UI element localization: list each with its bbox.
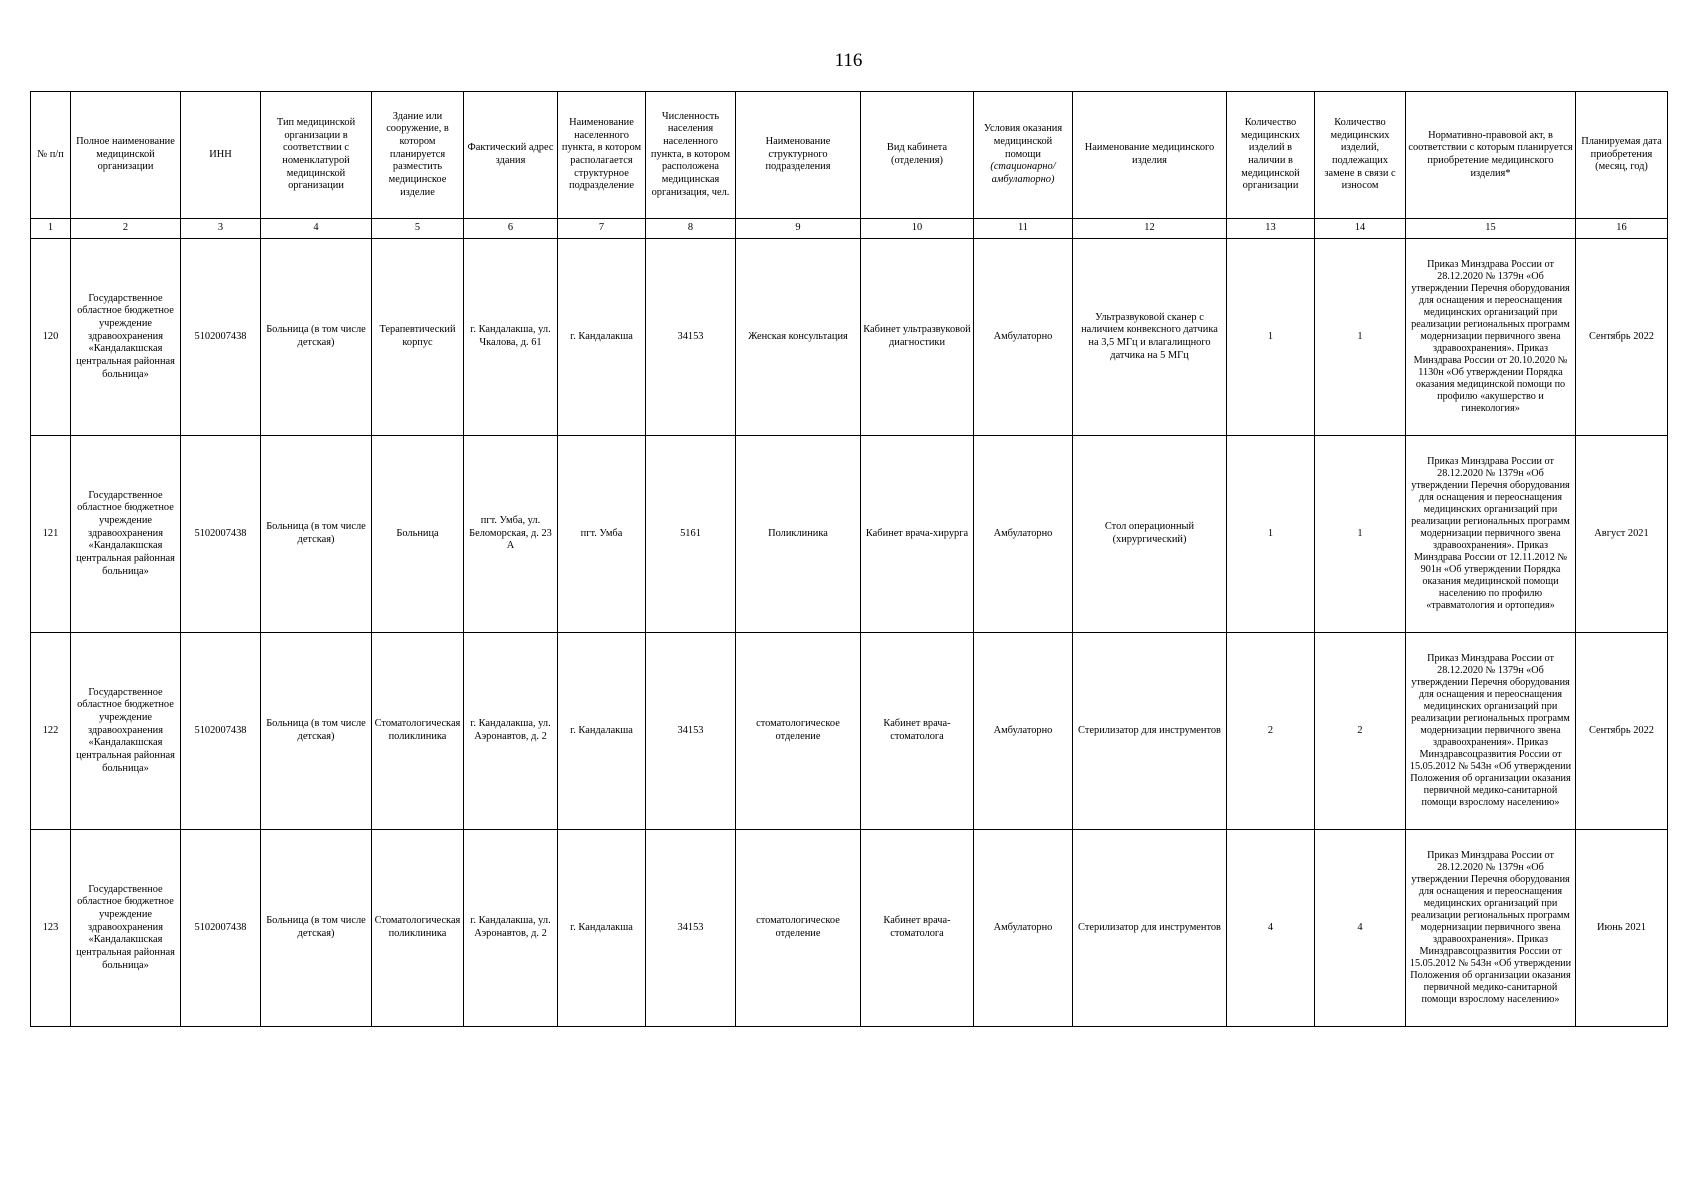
- cabinet: Кабинет ультразвуковой диагностики: [861, 239, 974, 436]
- device-name: Ультразвуковой сканер с наличием конвексного датчика на 3,5 МГц и влагалищного датчика на 5 МГц: [1073, 239, 1227, 436]
- column-number: 7: [558, 219, 646, 239]
- organization-type: Больница (в том числе детская): [261, 633, 372, 830]
- organization-name: Государственное областное бюджетное учреждение здравоохранения «Кандалакшская центральная районная больница»: [71, 239, 181, 436]
- column-number: 8: [646, 219, 736, 239]
- page-number: 116: [834, 50, 863, 71]
- header-cell: Наименование населенного пункта, в котором располагается структурное подразделение: [558, 92, 646, 219]
- header-cell: Полное наименование медицинской организации: [71, 92, 181, 219]
- quantity-to-replace: 1: [1315, 239, 1406, 436]
- column-number: 10: [861, 219, 974, 239]
- header-cell: Здание или сооружение, в котором планируется разместить медицинское изделие: [372, 92, 464, 219]
- column-number-row: [31, 219, 1668, 239]
- table-row: [31, 830, 1668, 1027]
- table-header-row: [31, 92, 1668, 219]
- inn: 5102007438: [181, 633, 261, 830]
- header-cell: ИНН: [181, 92, 261, 219]
- inn: 5102007438: [181, 436, 261, 633]
- column-number: 9: [736, 219, 861, 239]
- row-number: 120: [31, 239, 71, 436]
- subdivision: стоматологическое отделение: [736, 830, 861, 1027]
- header-cell: Количество медицинских изделий в наличии в медицинской организации: [1227, 92, 1315, 219]
- population: 34153: [646, 633, 736, 830]
- quantity-to-replace: 1: [1315, 436, 1406, 633]
- device-name: Стерилизатор для инструментов: [1073, 633, 1227, 830]
- organization-name: Государственное областное бюджетное учреждение здравоохранения «Кандалакшская центральная районная больница»: [71, 633, 181, 830]
- column-number: 5: [372, 219, 464, 239]
- planned-date: Сентябрь 2022: [1576, 633, 1668, 830]
- organization-name: Государственное областное бюджетное учреждение здравоохранения «Кандалакшская центральная районная больница»: [71, 436, 181, 633]
- population: 34153: [646, 830, 736, 1027]
- subdivision: Женская консультация: [736, 239, 861, 436]
- header-cell: Численность населения населенного пункта, в котором расположена медицинская организация, чел.: [646, 92, 736, 219]
- equipment-table: [30, 91, 1668, 1027]
- quantity-to-replace: 2: [1315, 633, 1406, 830]
- header-conditions-main: Условия оказания медицинской помощи: [983, 123, 1063, 160]
- building: Терапевтический корпус: [372, 239, 464, 436]
- legal-act: Приказ Минздрава России от 28.12.2020 № 1379н «Об утверждении Перечня оборудования для оснащения и переоснащения медицинских организаций при реализации региональных программ модернизации первичного звена здравоохранения». Приказ Минздравсоцразвития России от 15.05.2012 № 543н «Об утверждении Положения об организации оказания первичной медико-санитарной помощи взрослому населению»: [1406, 633, 1576, 830]
- subdivision: Поликлиника: [736, 436, 861, 633]
- planned-date: Сентябрь 2022: [1576, 239, 1668, 436]
- address: г. Кандалакша, ул. Аэронавтов, д. 2: [464, 830, 558, 1027]
- header-cell: Нормативно-правовой акт, в соответствии с которым планируется приобретение медицинского изделия*: [1406, 92, 1576, 219]
- quantity-available: 4: [1227, 830, 1315, 1027]
- inn: 5102007438: [181, 830, 261, 1027]
- column-number: 3: [181, 219, 261, 239]
- row-number: 123: [31, 830, 71, 1027]
- column-number: 4: [261, 219, 372, 239]
- table-row: [31, 436, 1668, 633]
- column-number: 16: [1576, 219, 1668, 239]
- column-number: 12: [1073, 219, 1227, 239]
- locality: пгт. Умба: [558, 436, 646, 633]
- cabinet: Кабинет врача-хирурга: [861, 436, 974, 633]
- cabinet: Кабинет врача-стоматолога: [861, 633, 974, 830]
- table-row: [31, 633, 1668, 830]
- conditions: Амбулаторно: [974, 830, 1073, 1027]
- column-number: 13: [1227, 219, 1315, 239]
- quantity-available: 1: [1227, 436, 1315, 633]
- address: пгт. Умба, ул. Беломорская, д. 23 А: [464, 436, 558, 633]
- column-number: 14: [1315, 219, 1406, 239]
- column-number: 6: [464, 219, 558, 239]
- header-cell: Наименование структурного подразделения: [736, 92, 861, 219]
- table-row: [31, 239, 1668, 436]
- column-number: 1: [31, 219, 71, 239]
- header-conditions-sub: (стационарно/ амбулаторно): [990, 161, 1056, 186]
- conditions: Амбулаторно: [974, 633, 1073, 830]
- population: 5161: [646, 436, 736, 633]
- quantity-available: 2: [1227, 633, 1315, 830]
- cabinet: Кабинет врача-стоматолога: [861, 830, 974, 1027]
- header-cell: Фактический адрес здания: [464, 92, 558, 219]
- building: Больница: [372, 436, 464, 633]
- organization-type: Больница (в том числе детская): [261, 830, 372, 1027]
- organization-type: Больница (в том числе детская): [261, 436, 372, 633]
- address: г. Кандалакша, ул. Аэронавтов, д. 2: [464, 633, 558, 830]
- header-cell-conditions: [974, 92, 1073, 219]
- legal-act: Приказ Минздрава России от 28.12.2020 № 1379н «Об утверждении Перечня оборудования для оснащения и переоснащения медицинских организаций при реализации региональных программ модернизации первичного звена здравоохранения». Приказ Минздрава России от 12.11.2012 № 901н «Об утверждении Порядка оказания медицинской помощи населению по профилю «травматология и ортопедия»: [1406, 436, 1576, 633]
- legal-act: Приказ Минздрава России от 28.12.2020 № 1379н «Об утверждении Перечня оборудования для оснащения и переоснащения медицинских организаций при реализации региональных программ модернизации первичного звена здравоохранения». Приказ Минздрава России от 20.10.2020 № 1130н «Об утверждении Порядка оказания медицинской помощи по профилю «акушерство и гинекология»: [1406, 239, 1576, 436]
- subdivision: стоматологическое отделение: [736, 633, 861, 830]
- locality: г. Кандалакша: [558, 239, 646, 436]
- population: 34153: [646, 239, 736, 436]
- planned-date: Август 2021: [1576, 436, 1668, 633]
- row-number: 121: [31, 436, 71, 633]
- inn: 5102007438: [181, 239, 261, 436]
- locality: г. Кандалакша: [558, 633, 646, 830]
- conditions: Амбулаторно: [974, 239, 1073, 436]
- column-number: 11: [974, 219, 1073, 239]
- quantity-to-replace: 4: [1315, 830, 1406, 1027]
- organization-type: Больница (в том числе детская): [261, 239, 372, 436]
- address: г. Кандалакша, ул. Чкалова, д. 61: [464, 239, 558, 436]
- header-cell: Тип медицинской организации в соответствии с номенклатурой медицинской организации: [261, 92, 372, 219]
- header-cell: Количество медицинских изделий, подлежащих замене в связи с износом: [1315, 92, 1406, 219]
- locality: г. Кандалакша: [558, 830, 646, 1027]
- planned-date: Июнь 2021: [1576, 830, 1668, 1027]
- building: Стоматологическая поликлиника: [372, 633, 464, 830]
- device-name: Стерилизатор для инструментов: [1073, 830, 1227, 1027]
- row-number: 122: [31, 633, 71, 830]
- header-cell: Наименование медицинского изделия: [1073, 92, 1227, 219]
- quantity-available: 1: [1227, 239, 1315, 436]
- column-number: 15: [1406, 219, 1576, 239]
- device-name: Стол операционный (хирургический): [1073, 436, 1227, 633]
- column-number: 2: [71, 219, 181, 239]
- legal-act: Приказ Минздрава России от 28.12.2020 № 1379н «Об утверждении Перечня оборудования для оснащения и переоснащения медицинских организаций при реализации региональных программ модернизации первичного звена здравоохранения». Приказ Минздравсоцразвития России от 15.05.2012 № 543н «Об утверждении Положения об организации оказания первичной медико-санитарной помощи взрослому населению»: [1406, 830, 1576, 1027]
- header-cell: Планируемая дата приобретения (месяц, год): [1576, 92, 1668, 219]
- header-cell: № п/п: [31, 92, 71, 219]
- building: Стоматологическая поликлиника: [372, 830, 464, 1027]
- organization-name: Государственное областное бюджетное учреждение здравоохранения «Кандалакшская центральная районная больница»: [71, 830, 181, 1027]
- conditions: Амбулаторно: [974, 436, 1073, 633]
- header-cell: Вид кабинета (отделения): [861, 92, 974, 219]
